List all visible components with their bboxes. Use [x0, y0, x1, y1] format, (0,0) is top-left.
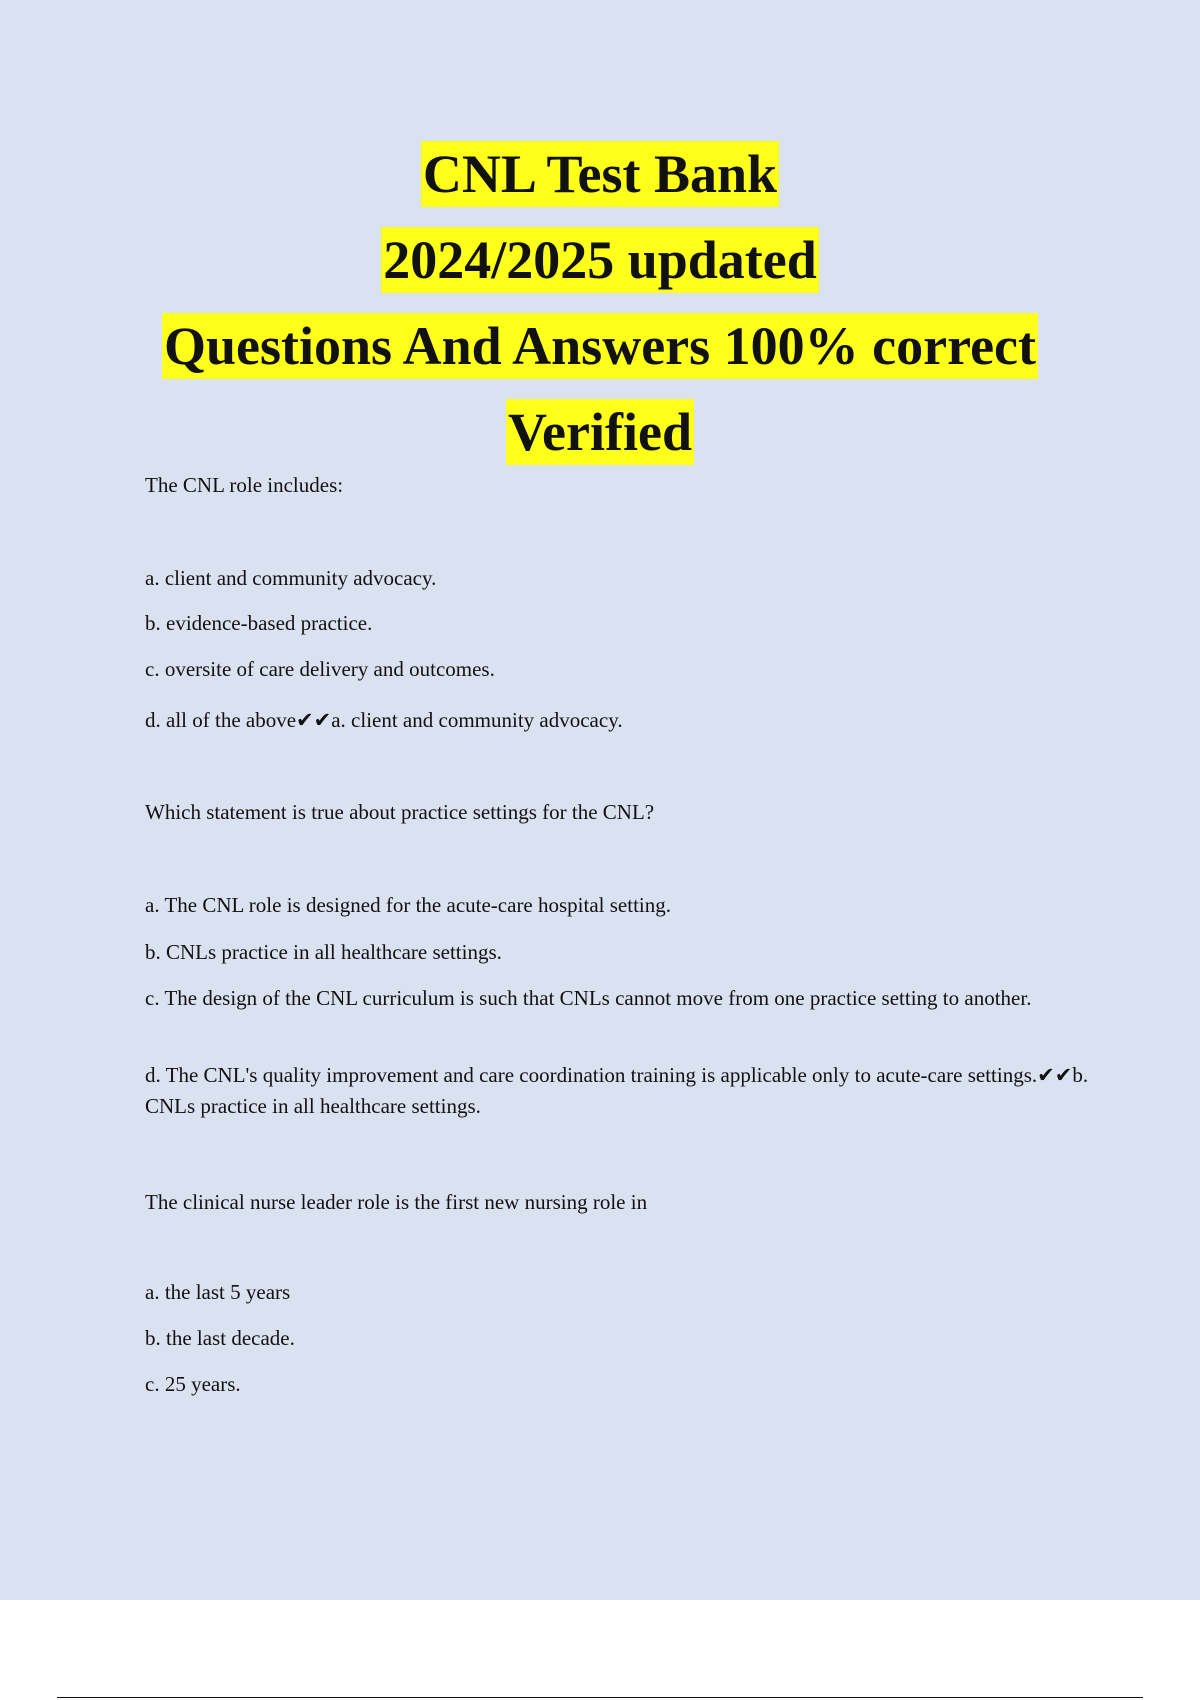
answer-option: b. CNLs practice in all healthcare settings. [145, 940, 502, 964]
answer-option: d. The CNL's quality improvement and care coordination training is applicable only to acute-care settings.✔✔b. CNLs practice in all healthcare settings. [145, 1063, 1089, 1118]
question-stem: The clinical nurse leader role is the first new nursing role in [145, 1190, 648, 1214]
footer-divider [57, 1697, 1143, 1698]
answer-option: c. The design of the CNL curriculum is such that CNLs cannot move from one practice setting to another. [145, 986, 1032, 1010]
question-stem: The CNL role includes: [145, 473, 344, 497]
answer-option: c. 25 years. [145, 1372, 241, 1396]
question-stem: Which statement is true about practice settings for the CNL? [145, 800, 655, 824]
title-line-4: Verified [0, 398, 1200, 466]
document-title [0, 140, 1200, 466]
answer-option: c. oversite of care delivery and outcomes. [145, 657, 495, 681]
title-line-2: 2024/2025 updated [0, 226, 1200, 312]
title-line-1: CNL Test Bank [0, 140, 1200, 226]
answer-option: b. evidence-based practice. [145, 611, 373, 635]
answer-option: a. the last 5 years [145, 1280, 291, 1304]
answer-option: b. the last decade. [145, 1326, 295, 1350]
answer-option: d. all of the above✔✔a. client and community advocacy. [145, 708, 623, 732]
answer-option: a. client and community advocacy. [145, 566, 437, 590]
answer-option: a. The CNL role is designed for the acute-care hospital setting. [145, 893, 671, 917]
title-line-3: Questions And Answers 100% correct [0, 312, 1200, 398]
